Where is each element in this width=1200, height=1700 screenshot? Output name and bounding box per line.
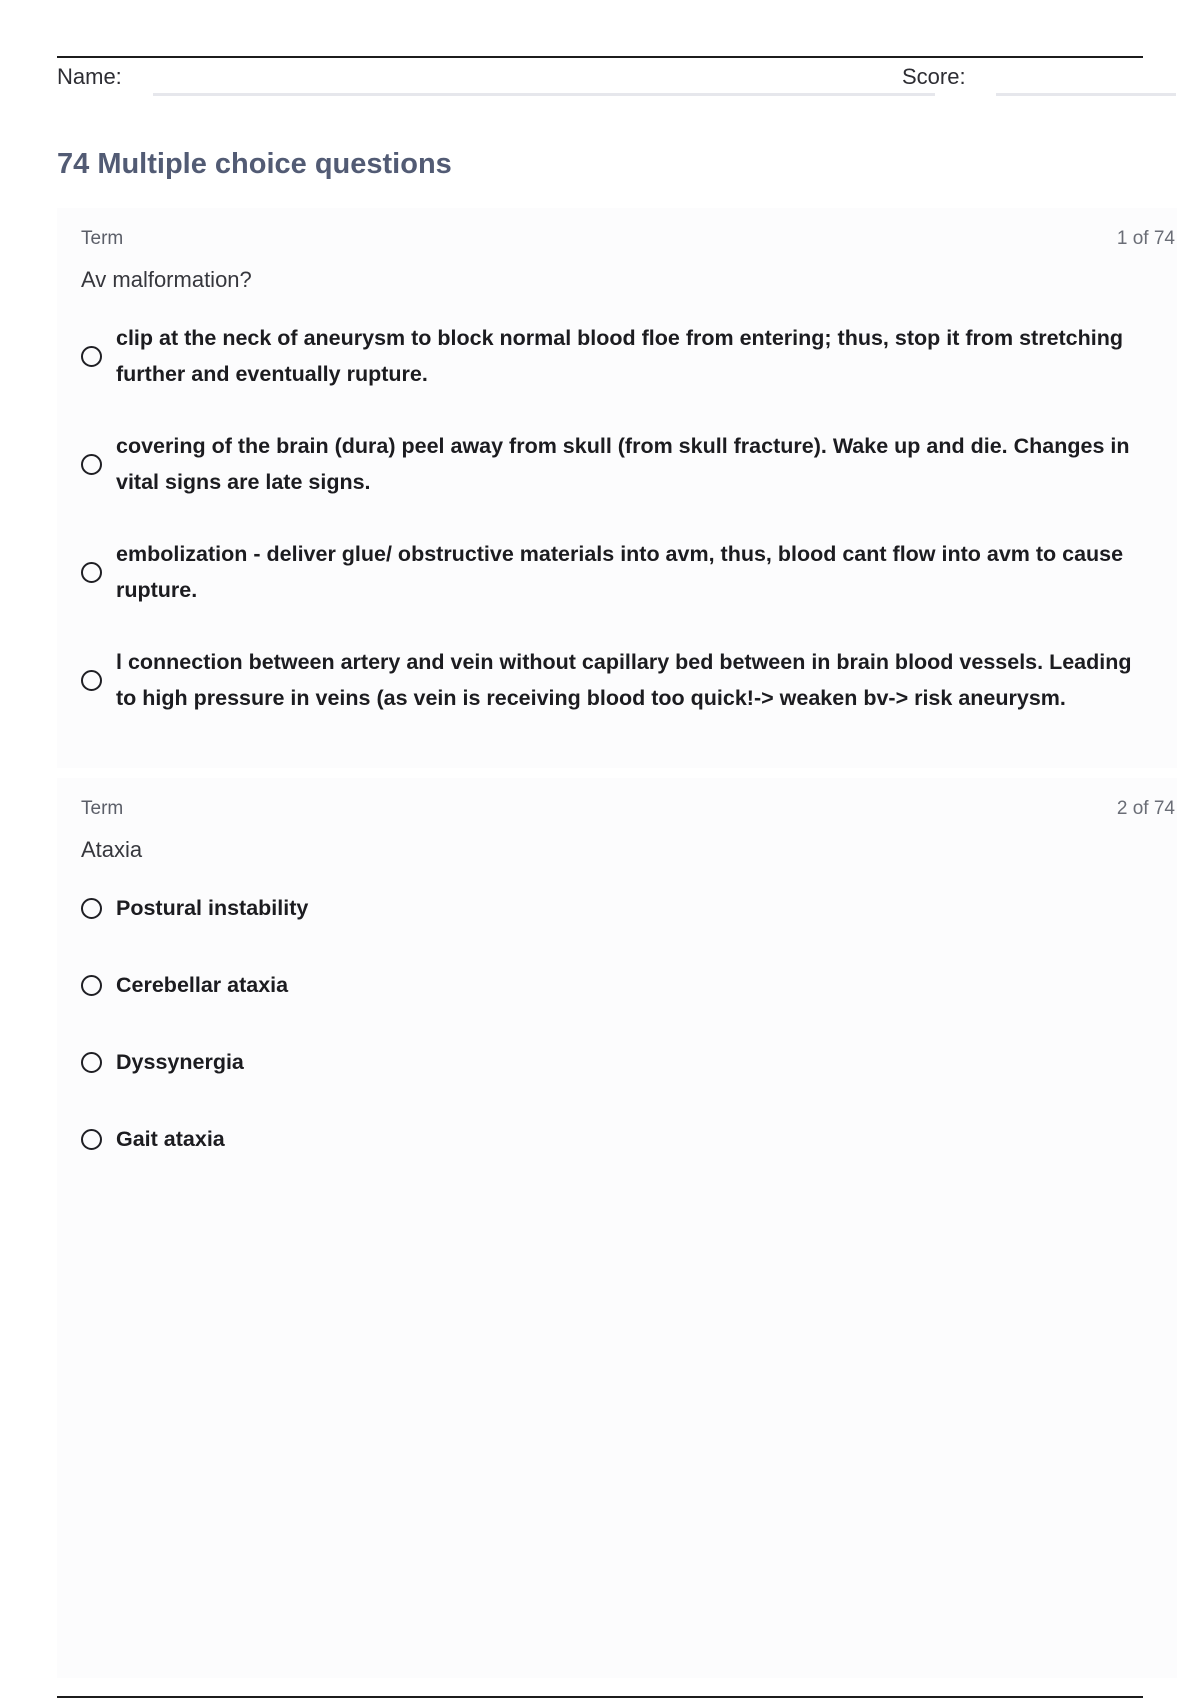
- answer-option[interactable]: [81, 536, 1161, 608]
- score-label: Score:: [902, 64, 966, 89]
- question-counter: 1 of 74: [1116, 228, 1175, 249]
- radio-button[interactable]: [81, 975, 102, 996]
- header-row: [57, 62, 1177, 98]
- top-divider: [57, 56, 1143, 58]
- name-field[interactable]: [153, 93, 935, 96]
- radio-button[interactable]: [81, 1129, 102, 1150]
- answer-options: [81, 320, 1161, 752]
- answer-options: [81, 890, 1161, 1198]
- answer-option-text: Postural instability: [116, 896, 309, 920]
- bottom-divider: [57, 1696, 1143, 1698]
- answer-option-text: l connection between artery and vein without capillary bed between in brain blood vessels. Leading to high pressure in veins (as vein is receiving blood too quick!-> weaken bv-> risk aneurysm.: [116, 650, 1132, 710]
- radio-button[interactable]: [81, 346, 102, 367]
- radio-button[interactable]: [81, 562, 102, 583]
- question-card: [57, 208, 1177, 768]
- page-title: 74 Multiple choice questions: [57, 148, 452, 180]
- term-label: Term: [81, 228, 124, 249]
- question-counter: 2 of 74: [1116, 798, 1175, 819]
- answer-option[interactable]: [81, 320, 1161, 392]
- answer-option[interactable]: [81, 428, 1161, 500]
- radio-button[interactable]: [81, 454, 102, 475]
- answer-option[interactable]: [81, 644, 1161, 716]
- radio-button[interactable]: [81, 1052, 102, 1073]
- answer-option[interactable]: [81, 967, 1161, 1003]
- answer-option-text: clip at the neck of aneurysm to block normal blood floe from entering; thus, stop it from stretching further and eventually rupture.: [116, 326, 1124, 386]
- answer-option-text: Dyssynergia: [116, 1050, 244, 1074]
- answer-option[interactable]: [81, 1044, 1161, 1080]
- question-prompt: Ataxia: [81, 837, 143, 862]
- radio-button[interactable]: [81, 670, 102, 691]
- question-card: [57, 778, 1177, 1678]
- answer-option-text: embolization - deliver glue/ obstructive materials into avm, thus, blood cant flow into avm to cause rupture.: [116, 542, 1124, 602]
- answer-option-text: Cerebellar ataxia: [116, 973, 289, 997]
- radio-button[interactable]: [81, 898, 102, 919]
- score-field[interactable]: [996, 93, 1176, 96]
- term-label: Term: [81, 798, 124, 819]
- answer-option[interactable]: [81, 1121, 1161, 1157]
- question-prompt: Av malformation?: [81, 267, 252, 292]
- answer-option-text: Gait ataxia: [116, 1127, 225, 1151]
- answer-option[interactable]: [81, 890, 1161, 926]
- answer-option-text: covering of the brain (dura) peel away from skull (from skull fracture). Wake up and die. Changes in vital signs are late signs.: [116, 434, 1130, 494]
- name-label: Name:: [57, 64, 122, 89]
